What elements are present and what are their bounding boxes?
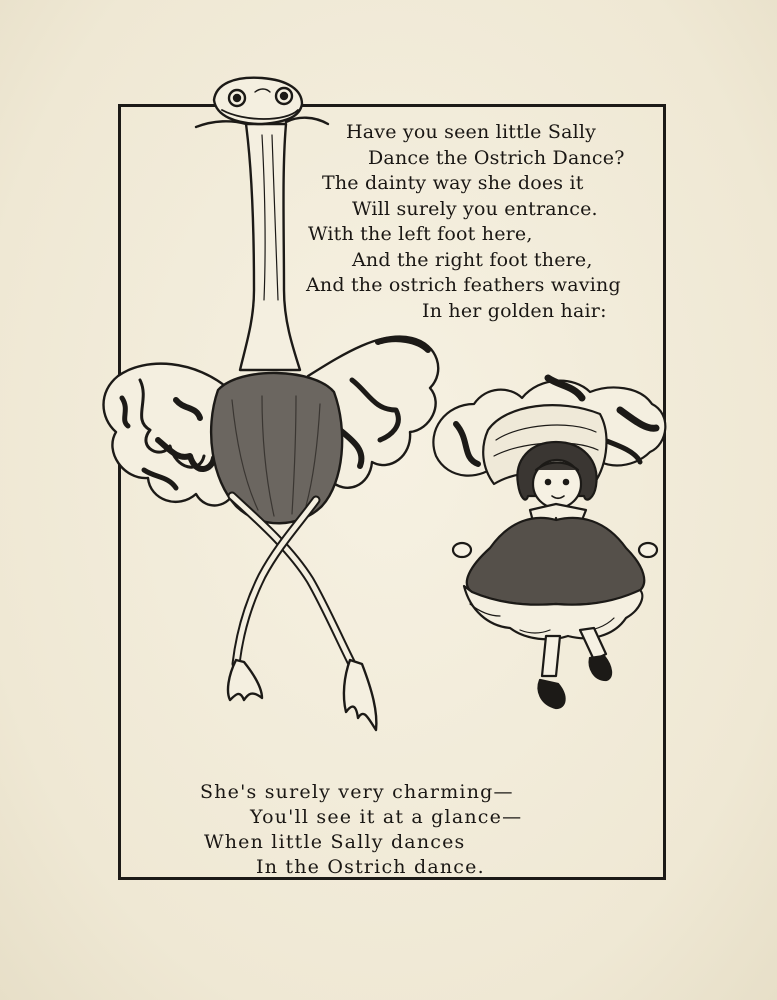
verse-line: And the right foot there,	[352, 248, 593, 271]
verse-bottom	[200, 780, 523, 880]
verse-top	[306, 120, 625, 324]
verse-line: Will surely you entrance.	[352, 197, 598, 220]
verse-line: You'll see it at a glance—	[250, 806, 523, 828]
verse-line: She's surely very charming—	[200, 781, 514, 803]
verse-line: The dainty way she does it	[322, 172, 584, 194]
verse-line: When little Sally dances	[204, 831, 466, 853]
verse-line: In the Ostrich dance.	[256, 856, 485, 878]
verse-line: In her golden hair:	[422, 299, 607, 322]
verse-line: And the ostrich feathers waving	[306, 274, 621, 296]
verse-line: Have you seen little Sally	[346, 121, 597, 143]
verse-line: Dance the Ostrich Dance?	[368, 146, 625, 169]
sally-girl-illustration	[433, 378, 665, 708]
verse-line: With the left foot here,	[308, 223, 533, 245]
